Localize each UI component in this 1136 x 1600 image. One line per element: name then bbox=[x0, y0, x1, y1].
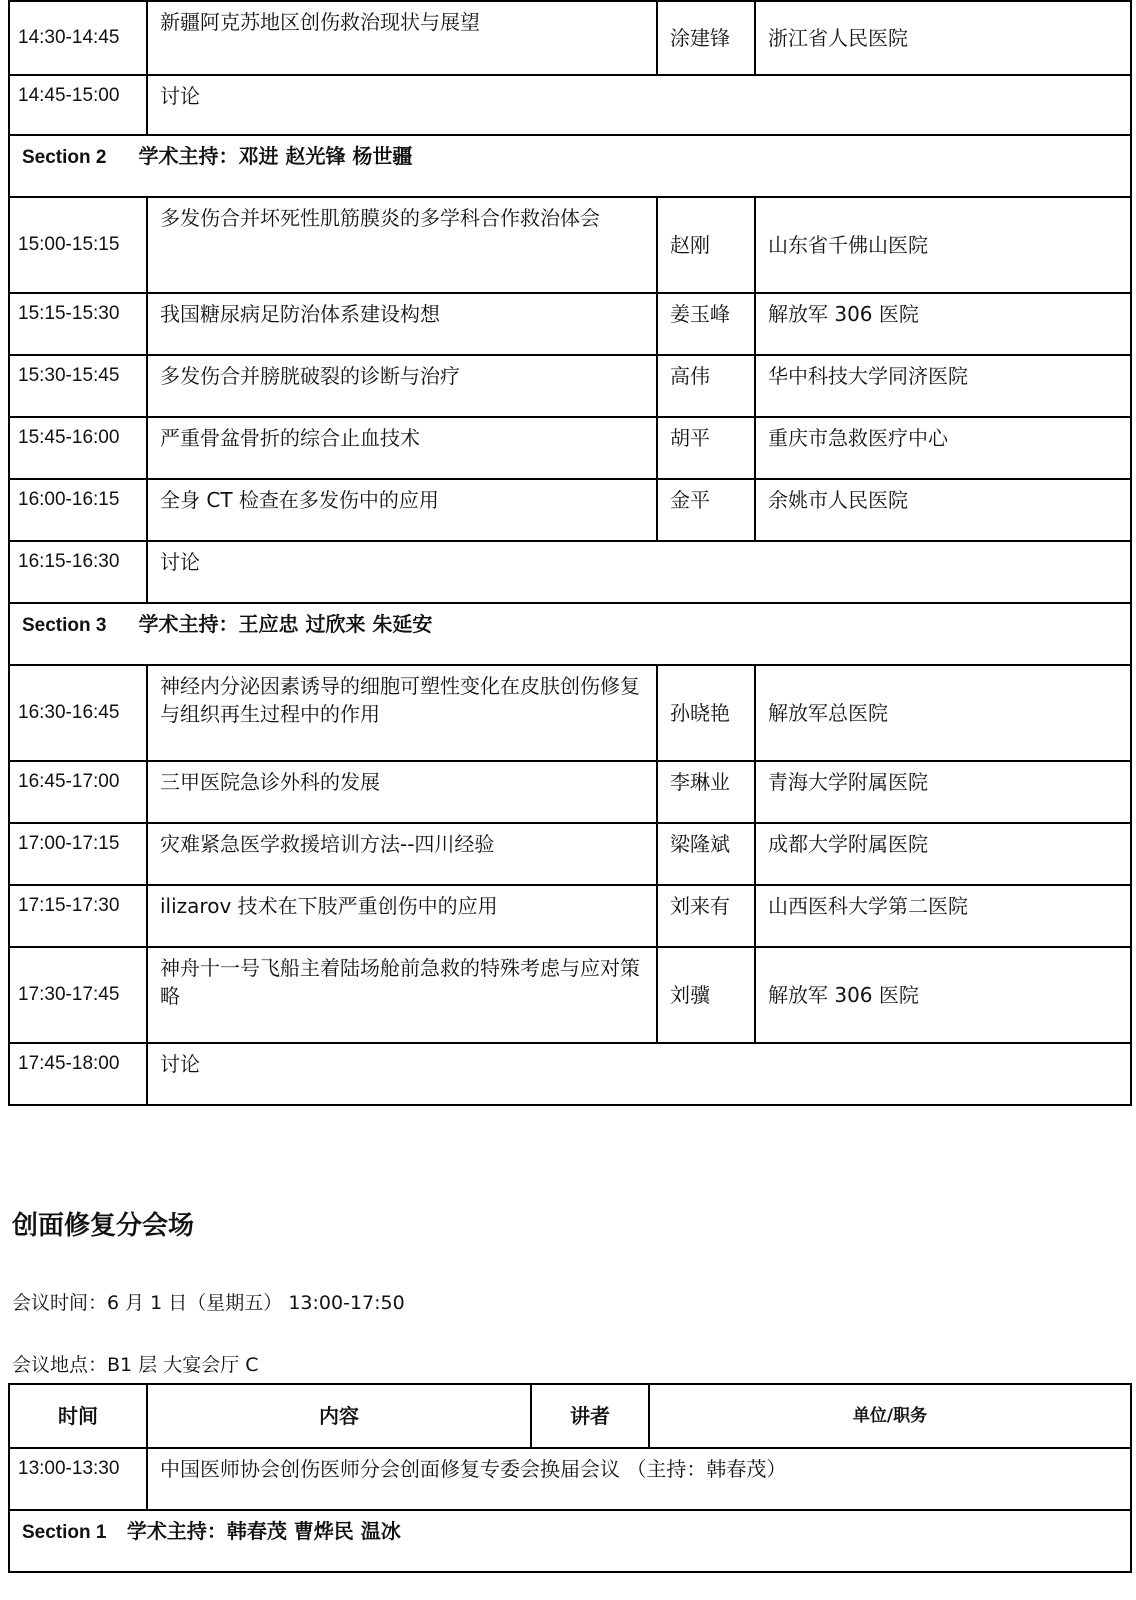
speaker-cell: 涂建锋 bbox=[657, 1, 755, 75]
institution-cell: 解放军 306 医院 bbox=[755, 947, 1131, 1043]
section-label: Section 1 bbox=[22, 1522, 107, 1543]
table-row bbox=[9, 761, 1131, 823]
institution-cell: 山西医科大学第二医院 bbox=[755, 885, 1131, 947]
topic-cell: 全身 CT 检查在多发伤中的应用 bbox=[147, 479, 657, 541]
section-header bbox=[9, 603, 1131, 665]
session-title: 创面修复分会场 bbox=[12, 1211, 195, 1241]
institution-cell: 华中科技大学同济医院 bbox=[755, 355, 1131, 417]
time-cell: 17:15-17:30 bbox=[9, 885, 147, 947]
topic-cell: 多发伤合并膀胱破裂的诊断与治疗 bbox=[147, 355, 657, 417]
time-cell: 16:30-16:45 bbox=[9, 665, 147, 761]
table-row bbox=[9, 885, 1131, 947]
table-header-row bbox=[9, 1384, 1131, 1448]
speaker-cell: 高伟 bbox=[657, 355, 755, 417]
institution-cell: 重庆市急救医疗中心 bbox=[755, 417, 1131, 479]
header-institution: 单位/职务 bbox=[649, 1384, 1131, 1448]
section-header bbox=[9, 135, 1131, 197]
discussion-row bbox=[9, 1043, 1131, 1105]
header-topic: 内容 bbox=[147, 1384, 531, 1448]
speaker-cell: 胡平 bbox=[657, 417, 755, 479]
time-cell: 17:45-18:00 bbox=[9, 1043, 147, 1105]
table-row bbox=[9, 479, 1131, 541]
table-row bbox=[9, 197, 1131, 293]
time-cell: 16:00-16:15 bbox=[9, 479, 147, 541]
section-label: Section 2 bbox=[22, 147, 107, 168]
topic-cell: 多发伤合并坏死性肌筋膜炎的多学科合作救治体会 bbox=[147, 197, 657, 293]
time-cell: 17:00-17:15 bbox=[9, 823, 147, 885]
table-row bbox=[9, 823, 1131, 885]
speaker-cell: 刘来有 bbox=[657, 885, 755, 947]
topic-cell: 神经内分泌因素诱导的细胞可塑性变化在皮肤创伤修复与组织再生过程中的作用 bbox=[147, 665, 657, 761]
time-cell: 15:30-15:45 bbox=[9, 355, 147, 417]
section-header bbox=[9, 1510, 1131, 1572]
schedule-table bbox=[8, 0, 1132, 1106]
wound-schedule-table bbox=[8, 1383, 1132, 1573]
topic-cell: 神舟十一号飞船主着陆场舱前急救的特殊考虑与应对策略 bbox=[147, 947, 657, 1043]
table-row bbox=[9, 293, 1131, 355]
section-hosts: 学术主持：邓进 赵光锋 杨世疆 bbox=[138, 144, 413, 168]
time-cell: 14:30-14:45 bbox=[9, 1, 147, 75]
section-label: Section 3 bbox=[22, 615, 107, 636]
time-cell: 16:15-16:30 bbox=[9, 541, 147, 603]
topic-cell: ilizarov 技术在下肢严重创伤中的应用 bbox=[147, 885, 657, 947]
header-time: 时间 bbox=[9, 1384, 147, 1448]
topic-cell: 讨论 bbox=[147, 541, 1131, 603]
speaker-cell: 赵刚 bbox=[657, 197, 755, 293]
meeting-place: 会议地点：B1 层 大宴会厅 C bbox=[12, 1354, 259, 1376]
header-speaker: 讲者 bbox=[531, 1384, 649, 1448]
topic-cell: 新疆阿克苏地区创伤救治现状与展望 bbox=[147, 1, 657, 75]
section-row bbox=[9, 135, 1131, 197]
table-row bbox=[9, 355, 1131, 417]
table-row bbox=[9, 947, 1131, 1043]
section-row bbox=[9, 1510, 1131, 1572]
speaker-cell: 姜玉峰 bbox=[657, 293, 755, 355]
time-cell: 16:45-17:00 bbox=[9, 761, 147, 823]
table-row bbox=[9, 417, 1131, 479]
topic-cell: 讨论 bbox=[147, 75, 1131, 135]
discussion-row bbox=[9, 75, 1131, 135]
institution-cell: 山东省千佛山医院 bbox=[755, 197, 1131, 293]
speaker-cell: 刘骥 bbox=[657, 947, 755, 1043]
section-hosts: 学术主持：韩春茂 曹烨民 温冰 bbox=[126, 1519, 401, 1543]
section-row bbox=[9, 603, 1131, 665]
topic-cell: 我国糖尿病足防治体系建设构想 bbox=[147, 293, 657, 355]
discussion-row bbox=[9, 541, 1131, 603]
time-cell: 13:00-13:30 bbox=[9, 1448, 147, 1510]
topic-cell: 三甲医院急诊外科的发展 bbox=[147, 761, 657, 823]
table-row bbox=[9, 665, 1131, 761]
table-row bbox=[9, 1448, 1131, 1510]
speaker-cell: 孙晓艳 bbox=[657, 665, 755, 761]
section-hosts: 学术主持：王应忠 过欣来 朱延安 bbox=[138, 612, 433, 636]
institution-cell: 成都大学附属医院 bbox=[755, 823, 1131, 885]
speaker-cell: 李琳业 bbox=[657, 761, 755, 823]
time-cell: 15:15-15:30 bbox=[9, 293, 147, 355]
topic-cell: 讨论 bbox=[147, 1043, 1131, 1105]
table-row bbox=[9, 1, 1131, 75]
time-cell: 14:45-15:00 bbox=[9, 75, 147, 135]
speaker-cell: 金平 bbox=[657, 479, 755, 541]
speaker-cell: 梁隆斌 bbox=[657, 823, 755, 885]
topic-cell: 严重骨盆骨折的综合止血技术 bbox=[147, 417, 657, 479]
topic-cell: 灾难紧急医学救援培训方法--四川经验 bbox=[147, 823, 657, 885]
institution-cell: 青海大学附属医院 bbox=[755, 761, 1131, 823]
topic-cell: 中国医师协会创伤医师分会创面修复专委会换届会议 （主持：韩春茂） bbox=[147, 1448, 1131, 1510]
institution-cell: 解放军 306 医院 bbox=[755, 293, 1131, 355]
institution-cell: 浙江省人民医院 bbox=[755, 1, 1131, 75]
institution-cell: 余姚市人民医院 bbox=[755, 479, 1131, 541]
meeting-time: 会议时间：6 月 1 日（星期五） 13:00-17:50 bbox=[12, 1292, 405, 1314]
institution-cell: 解放军总医院 bbox=[755, 665, 1131, 761]
time-cell: 15:45-16:00 bbox=[9, 417, 147, 479]
time-cell: 17:30-17:45 bbox=[9, 947, 147, 1043]
time-cell: 15:00-15:15 bbox=[9, 197, 147, 293]
